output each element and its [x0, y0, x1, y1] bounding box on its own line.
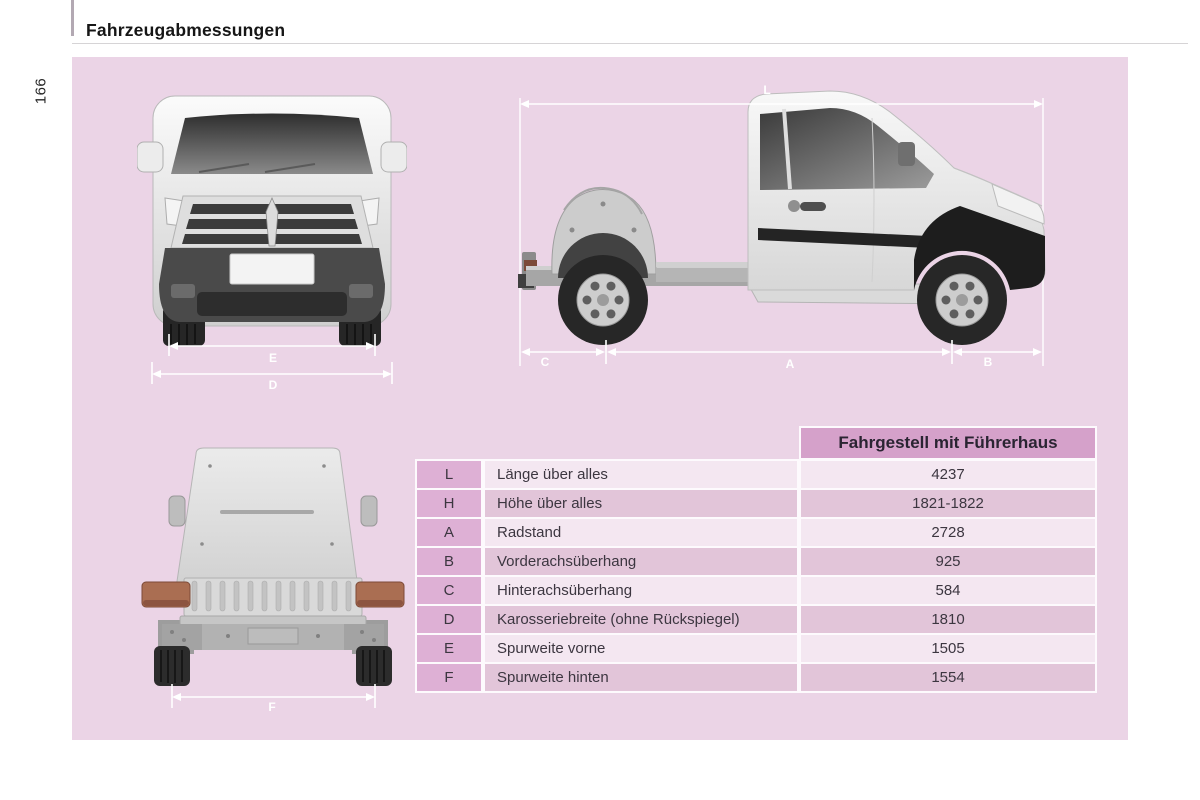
right-mirror	[361, 496, 377, 526]
row-label: Höhe über alles	[485, 490, 797, 517]
table-header-fahrgestell: Fahrgestell mit Führerhaus	[801, 428, 1095, 458]
row-letter: L	[417, 461, 481, 488]
front-wheel	[917, 255, 1007, 345]
header-accent-bar	[71, 0, 74, 36]
left-rear-wheel	[154, 646, 190, 686]
dim-label-l: L	[763, 83, 771, 97]
row-value: 925	[801, 548, 1095, 575]
table-row	[417, 664, 1095, 691]
left-mirror	[137, 142, 163, 172]
door-mirror	[898, 142, 915, 166]
dim-label-b: B	[983, 355, 993, 369]
row-value: 4237	[801, 461, 1095, 488]
row-label: Spurweite vorne	[485, 635, 797, 662]
front-van-body	[137, 96, 407, 346]
row-label: Hinterachsüberhang	[485, 577, 797, 604]
row-value: 1505	[801, 635, 1095, 662]
door-handle	[800, 202, 826, 211]
row-label: Vorderachsüberhang	[485, 548, 797, 575]
right-rear-wheel	[356, 646, 392, 686]
dim-label-f: F	[268, 700, 276, 714]
row-label: Radstand	[485, 519, 797, 546]
table-row	[417, 577, 1095, 604]
row-value: 584	[801, 577, 1095, 604]
side-chassis-cab	[518, 91, 1045, 345]
rear-chassis-cab	[142, 448, 404, 686]
table-row	[417, 519, 1095, 546]
left-mirror	[169, 496, 185, 526]
row-letter: C	[417, 577, 481, 604]
row-value: 1821-1822	[801, 490, 1095, 517]
row-label: Länge über alles	[485, 461, 797, 488]
table-row	[417, 606, 1095, 633]
row-label: Karosseriebreite (ohne Rückspiegel)	[485, 606, 797, 633]
row-letter: H	[417, 490, 481, 517]
table-row	[417, 490, 1095, 517]
title-divider	[72, 43, 1188, 44]
page-title: Fahrzeugabmessungen	[86, 20, 286, 40]
row-letter: B	[417, 548, 481, 575]
row-value: 1554	[801, 664, 1095, 691]
row-letter: F	[417, 664, 481, 691]
dim-label-e: E	[268, 351, 278, 365]
rear-view-illustration	[128, 440, 418, 730]
row-label: Spurweite hinten	[485, 664, 797, 691]
table-row	[417, 548, 1095, 575]
table-row	[417, 635, 1095, 662]
dim-label-a: A	[785, 357, 795, 371]
row-value: 1810	[801, 606, 1095, 633]
page-number: 166	[32, 77, 50, 105]
right-mirror	[381, 142, 407, 172]
license-plate	[230, 254, 314, 284]
row-letter: E	[417, 635, 481, 662]
row-letter: D	[417, 606, 481, 633]
row-letter: A	[417, 519, 481, 546]
rear-wheel	[558, 255, 648, 345]
cab-back-panel	[176, 448, 358, 588]
dimensions-table	[417, 428, 1095, 691]
table-row	[417, 461, 1095, 488]
dim-label-d: D	[268, 378, 278, 392]
side-view-illustration	[500, 78, 1060, 378]
dim-label-c: C	[540, 355, 550, 369]
row-value: 2728	[801, 519, 1095, 546]
